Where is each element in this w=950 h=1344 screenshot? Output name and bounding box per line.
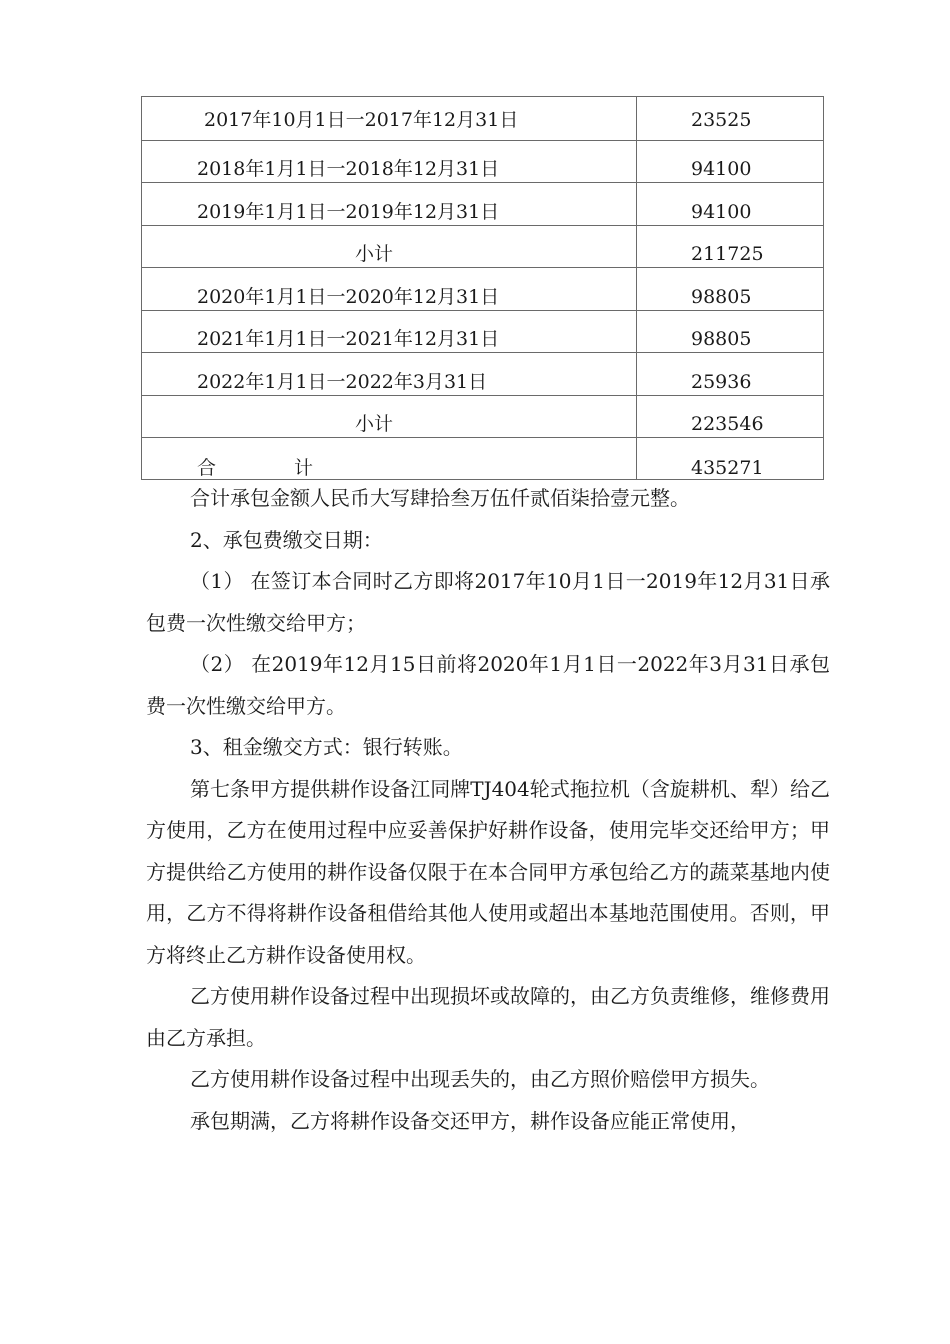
amount-cell: 98805 (637, 311, 824, 353)
total-row (142, 438, 824, 480)
paragraph: （1） 在签订本合同时乙方即将2017年10月1日一2019年12月31日承包费一次性缴交给甲方； (146, 569, 830, 635)
total-label-char: 合 (197, 457, 217, 479)
amount-cell: 25936 (637, 353, 824, 396)
total-label (142, 438, 637, 480)
paragraph: 承包期满，乙方将耕作设备交还甲方，耕作设备应能正常使用， (190, 1108, 750, 1133)
table-row (142, 97, 824, 141)
period-cell: 2018年1月1日一2018年12月31日 (142, 141, 637, 183)
contract-fee-table (141, 96, 824, 480)
paragraph: 乙方使用耕作设备过程中出现丢失的，由乙方照价赔偿甲方损失。 (190, 1067, 770, 1091)
subtotal-label: 小计 (142, 396, 637, 438)
table-row (142, 268, 824, 311)
paragraph: 2、承包费缴交日期： (190, 527, 383, 552)
table-row (142, 353, 824, 396)
total-label-char: 计 (294, 457, 314, 479)
paragraph: 第七条甲方提供耕作设备江同牌TJ404轮式拖拉机（含旋耕机、犁）给乙方使用，乙方在使用过程中应妥善保护好耕作设备，使用完毕交还给甲方；甲方提供给乙方使用的耕作设备仅限于在本合同甲方承包给乙方的蔬菜基地内使用，乙方不得将耕作设备租借给其他人使用或超出本基地范围使用。否则，甲方将终止乙方耕作设备使用权。 (146, 776, 830, 967)
amount-cell: 94100 (637, 141, 824, 183)
paragraph: 乙方使用耕作设备过程中出现损坏或故障的，由乙方负责维修，维修费用由乙方承担。 (146, 984, 830, 1050)
table-row (142, 141, 824, 183)
amount-cell: 98805 (637, 268, 824, 311)
table-row (142, 311, 824, 353)
table-row (142, 183, 824, 226)
period-cell: 2017年10月1日一2017年12月31日 (142, 97, 637, 141)
paragraph: 合计承包金额人民币大写肆拾叁万伍仟贰佰柒拾壹元整。 (190, 486, 690, 510)
amount-cell: 23525 (637, 97, 824, 141)
period-cell: 2019年1月1日一2019年12月31日 (142, 183, 637, 226)
amount-cell: 223546 (637, 396, 824, 438)
subtotal-row (142, 396, 824, 438)
paragraph: （2） 在2019年12月15日前将2020年1月1日一2022年3月31日承包费一次性缴交给甲方。 (146, 652, 830, 718)
body-text (146, 478, 830, 1142)
period-cell: 2020年1月1日一2020年12月31日 (142, 268, 637, 311)
subtotal-label: 小计 (142, 226, 637, 268)
amount-cell: 435271 (637, 438, 824, 480)
period-cell: 2022年1月1日一2022年3月31日 (142, 353, 637, 396)
paragraph: 3、租金缴交方式：银行转账。 (190, 735, 463, 759)
amount-cell: 94100 (637, 183, 824, 226)
period-cell: 2021年1月1日一2021年12月31日 (142, 311, 637, 353)
amount-cell: 211725 (637, 226, 824, 268)
subtotal-row (142, 226, 824, 268)
